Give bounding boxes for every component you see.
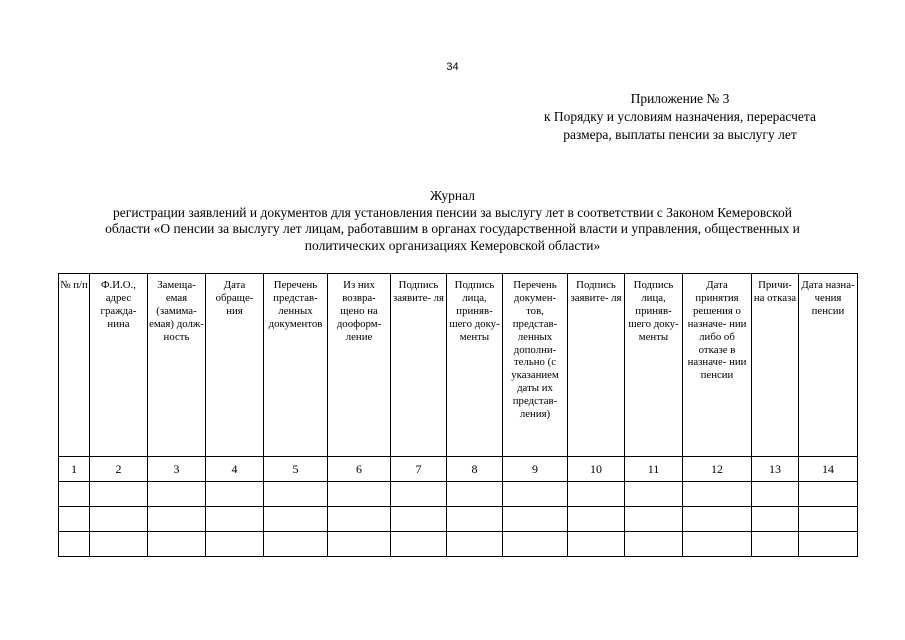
blank-cell	[206, 482, 264, 507]
column-header	[206, 274, 264, 457]
blank-cell	[799, 507, 858, 532]
column-header-text: Перечень представ- ленных документов	[268, 279, 323, 330]
blank-cell	[447, 482, 503, 507]
column-number: 10	[568, 457, 625, 482]
column-number-row	[59, 457, 858, 482]
blank-cell	[625, 532, 683, 557]
column-header	[683, 274, 752, 457]
column-header	[148, 274, 206, 457]
column-header-text: Ф.И.О., адрес гражда- нина	[100, 279, 137, 330]
column-header-text: Подпись лица, приняв- шего доку- менты	[628, 279, 679, 343]
appendix-line: Приложение № 3	[630, 91, 730, 106]
blank-cell	[799, 482, 858, 507]
column-header	[503, 274, 568, 457]
blank-cell	[683, 482, 752, 507]
column-header-text: № п/п	[60, 279, 88, 291]
column-number: 6	[328, 457, 391, 482]
blank-cell	[683, 507, 752, 532]
column-number: 2	[90, 457, 148, 482]
blank-cell	[683, 532, 752, 557]
column-number: 9	[503, 457, 568, 482]
blank-cell	[90, 482, 148, 507]
appendix-line: к Порядку и условиям назначения, перерасчета	[544, 109, 816, 124]
column-header-text: Перечень докумен- тов, представ- ленных дополни- тельно (с указанием даты их представ- ления)	[511, 279, 559, 421]
column-header-text: Замеща- емая (замима- емая) долж- ность	[149, 279, 204, 343]
column-header-text: Дата обраще- ния	[215, 279, 254, 317]
blank-cell	[625, 482, 683, 507]
blank-cell	[447, 507, 503, 532]
column-header	[59, 274, 90, 457]
column-number: 11	[625, 457, 683, 482]
registration-table	[58, 273, 858, 557]
blank-row	[59, 532, 858, 557]
blank-cell	[568, 482, 625, 507]
column-header-text: Причи- на отказа	[753, 279, 797, 304]
blank-cell	[59, 482, 90, 507]
journal-heading	[55, 188, 850, 254]
column-number: 13	[752, 457, 799, 482]
column-number: 7	[391, 457, 447, 482]
column-number: 4	[206, 457, 264, 482]
column-header	[264, 274, 328, 457]
blank-cell	[264, 507, 328, 532]
column-header-text: Подпись заявите- ля	[570, 279, 622, 304]
blank-cell	[503, 482, 568, 507]
column-header	[391, 274, 447, 457]
column-header-text: Из них возвра- щено на дооформ- ление	[336, 279, 382, 343]
blank-cell	[391, 507, 447, 532]
blank-cell	[59, 532, 90, 557]
blank-cell	[328, 532, 391, 557]
blank-cell	[568, 507, 625, 532]
column-header	[90, 274, 148, 457]
blank-cell	[264, 532, 328, 557]
blank-cell	[503, 532, 568, 557]
blank-cell	[568, 532, 625, 557]
blank-cell	[206, 507, 264, 532]
column-number: 3	[148, 457, 206, 482]
blank-cell	[752, 482, 799, 507]
page-number: 34	[446, 61, 459, 73]
column-header	[799, 274, 858, 457]
blank-cell	[90, 532, 148, 557]
journal-subtitle-line: политических организациях Кемеровской области»	[304, 237, 601, 253]
column-header	[625, 274, 683, 457]
column-number: 1	[59, 457, 90, 482]
column-header-text: Подпись заявите- ля	[392, 279, 445, 304]
blank-cell	[625, 507, 683, 532]
column-header	[568, 274, 625, 457]
blank-cell	[90, 507, 148, 532]
column-header	[447, 274, 503, 457]
column-number: 8	[447, 457, 503, 482]
blank-cell	[328, 482, 391, 507]
column-header-text: Дата назна- чения пенсии	[801, 279, 855, 317]
column-number: 5	[264, 457, 328, 482]
blank-cell	[264, 482, 328, 507]
header-row	[59, 274, 858, 457]
column-header-text: Дата принятия решения о назначе- нии либо об отказе в назначе- нии пенсии	[687, 279, 747, 382]
column-header	[328, 274, 391, 457]
blank-cell	[328, 507, 391, 532]
journal-subtitle-line: области «О пенсии за выслугу лет лицам, работавшим в органах государственной власти и управления, общественных и	[105, 221, 800, 236]
appendix-line: размера, выплаты пенсии за выслугу лет	[563, 127, 797, 142]
blank-cell	[206, 532, 264, 557]
blank-cell	[503, 507, 568, 532]
blank-cell	[148, 482, 206, 507]
journal-title: Журнал	[429, 188, 475, 203]
blank-cell	[799, 532, 858, 557]
journal-subtitle-line: регистрации заявлений и документов для установления пенсии за выслугу лет в соответствии с Законом Кемеровской	[113, 204, 792, 220]
blank-row	[59, 482, 858, 507]
blank-cell	[391, 482, 447, 507]
blank-cell	[391, 532, 447, 557]
blank-cell	[752, 507, 799, 532]
column-header	[752, 274, 799, 457]
blank-cell	[148, 507, 206, 532]
column-number: 14	[799, 457, 858, 482]
blank-cell	[752, 532, 799, 557]
column-header-text: Подпись лица, приняв- шего доку- менты	[449, 279, 500, 343]
blank-cell	[59, 507, 90, 532]
blank-row	[59, 507, 858, 532]
blank-cell	[447, 532, 503, 557]
appendix-header	[500, 90, 860, 144]
column-number: 12	[683, 457, 752, 482]
blank-cell	[148, 532, 206, 557]
